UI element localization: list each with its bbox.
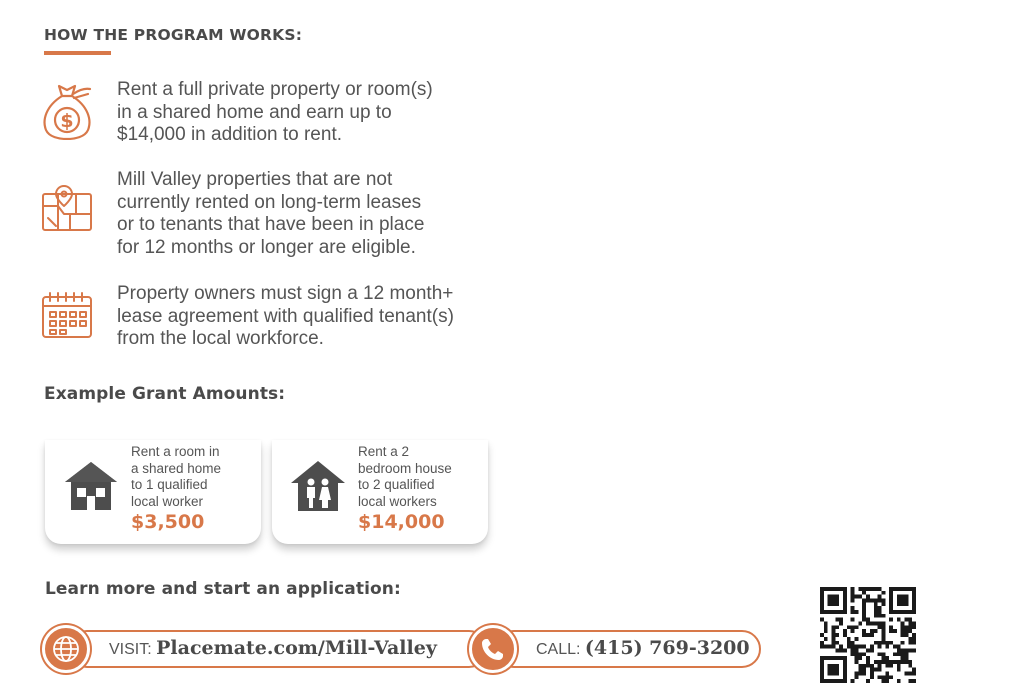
grant-card-room — [45, 440, 261, 544]
section-heading: HOW THE PROGRAM WORKS: — [44, 26, 303, 44]
step-text-1: Rent a full private property or room(s) in a shared home and earn up to $14,000 in addition to rent. — [117, 79, 433, 145]
money-bag-icon — [40, 80, 94, 140]
grant-card-description: Rent a room in a shared home to 1 qualified local worker — [131, 444, 222, 509]
grant-card-house — [272, 440, 488, 544]
grants-title: Example Grant Amounts: — [44, 384, 286, 404]
visit-url-link[interactable]: Placemate.com/Mill-Valley — [156, 637, 437, 659]
call-label: CALL: — [536, 641, 581, 658]
svg-text:$: $ — [60, 110, 74, 132]
house-family-icon — [290, 458, 346, 514]
grant-card-amount: $14,000 — [358, 511, 445, 533]
visit-line[interactable] — [109, 637, 437, 659]
calendar-icon — [40, 290, 94, 340]
call-line[interactable] — [536, 637, 750, 659]
map-icon — [40, 184, 94, 234]
house-icon — [63, 458, 119, 514]
grant-card-amount: $3,500 — [131, 511, 205, 533]
grant-card-description: Rent a 2 bedroom house to 2 qualified local workers — [358, 444, 452, 509]
learn-more-heading: Learn more and start an application: — [45, 579, 401, 599]
step-text-2: Mill Valley properties that are not currently rented on long-term leases or to tenants that have been in place for 12 months or longer are eligible. — [117, 169, 425, 258]
qr-code[interactable] — [820, 587, 916, 683]
heading-underline — [44, 51, 111, 55]
visit-label: VISIT: — [109, 641, 152, 658]
phone-icon — [469, 625, 517, 673]
globe-icon — [42, 625, 90, 673]
step-text-3: Property owners must sign a 12 month+ lease agreement with qualified tenant(s) from the local workforce. — [117, 283, 454, 349]
phone-number-link[interactable]: (415) 769-3200 — [584, 637, 750, 659]
